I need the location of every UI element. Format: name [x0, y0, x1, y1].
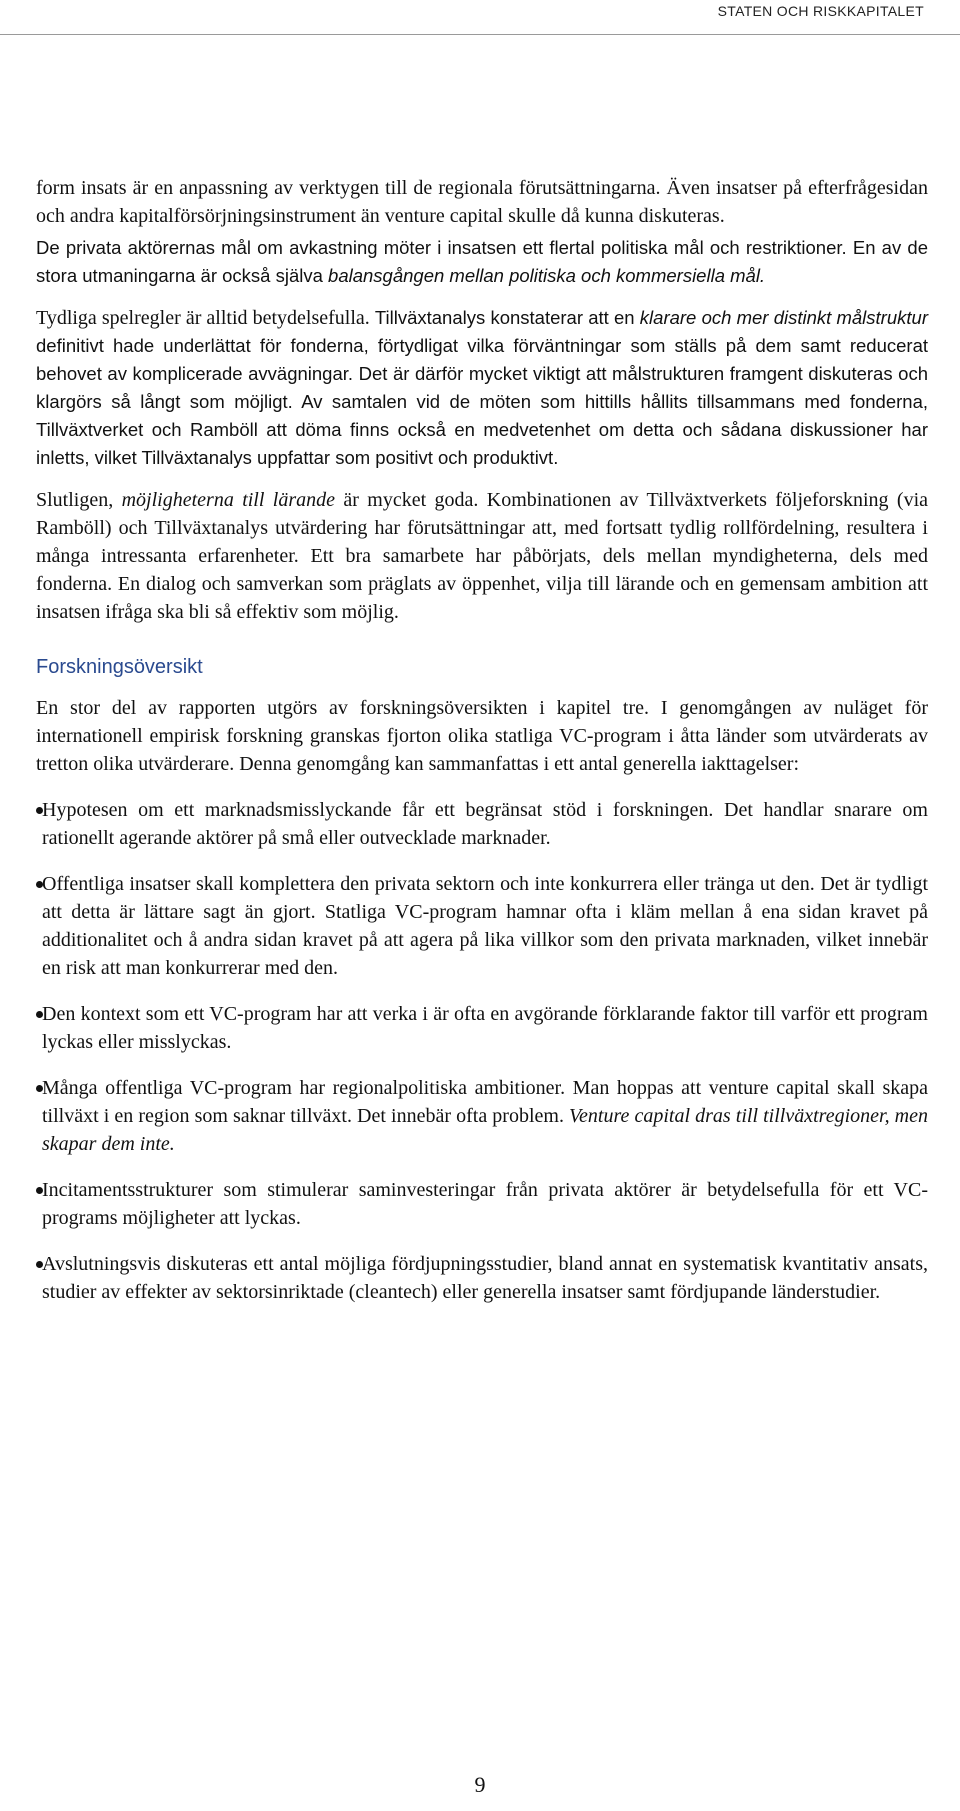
section-intro: En stor del av rapporten utgörs av forskningsöversikten i kapitel tre. I genomgången av nuläget för internationell empirisk forskning granskas fjorton olika statliga VC-program i åtta länder som utvärderats av tretton olika utvärderare. Denna genomgång kan sammanfattas i ett antal generella iakttagelser: — [36, 697, 928, 775]
list-item — [36, 1250, 928, 1306]
paragraph-rules — [36, 304, 928, 472]
bullet-text: Många offentliga VC-program har regionalpolitiska ambitioner. Man hoppas att venture capital skall skapa tillväxt i en region som saknar tillväxt. Det innebär ofta problem. — [42, 1077, 928, 1127]
bullet-text: Offentliga insatser skall komplettera den privata sektorn och inte konkurrera eller tränga ut den. Det är tydligt att detta är lättare sagt än gjort. Statliga VC-program hamnar ofta i kläm mellan å ena sidan kravet på additionalitet och å andra sidan kravet på att agera på lika villkor som den privata marknaden, vilket innebär en risk att man konkurrerar med den. — [42, 873, 928, 979]
running-header — [0, 0, 960, 35]
list-item — [36, 796, 928, 852]
findings-list — [36, 796, 928, 1306]
paragraph-private-actors — [36, 234, 928, 290]
page-number: 9 — [474, 1772, 486, 1797]
page-body — [36, 174, 928, 1324]
bullet-text: Den kontext som ett VC-program har att verka i är ofta en avgörande förklarande faktor till varför ett program lyckas eller misslyckas. — [42, 1003, 928, 1053]
p4-lead: Slutligen, — [36, 489, 122, 511]
p3-text: Tillväxtanalys konstaterar att en — [374, 307, 640, 328]
bullet-text: Hypotesen om ett marknadsmisslyckande får ett begränsat stöd i forskningen. Det handlar snarare om rationellt agerande aktörer på små eller outvecklade marknader. — [42, 799, 928, 849]
list-item — [36, 1176, 928, 1232]
bullet-emphasis: Venture capital dras till tillväxtregioner, men skapar dem inte. — [42, 1105, 928, 1155]
p3-emphasis: klarare och mer distinkt målstruktur — [639, 307, 928, 328]
p4-rest: är mycket goda. Kombinationen av Tillväxtverkets följeforskning (via Ramböll) och Tillväxtanalys utvärdering har förutsättningar att, med fortsatt tydlig rollfördelning, resultera i många intressanta erfarenheter. Ett bra samarbete har påbörjats, dels mellan myndigheterna, dels med fonderna. En dialog och samverkan som präglats av öppenhet, vilja till lärande och en gemensam ambition att insatsen ifråga ska bli så effektiv som möjlig. — [36, 489, 929, 623]
list-item — [36, 870, 928, 982]
p2-emphasis: balansgången mellan politiska och kommersiella mål. — [328, 265, 766, 286]
p3-rest: definitivt hade underlättat för fonderna, förtydligat vilka förväntningar som ställs på dem samt reducerat behovet av komplicerade avvägningar. Det är därför mycket viktigt att målstrukturen framgent diskuteras och klargörs så långt som möjligt. Av samtalen vid de möten som hittills hållits tillsammans med fonderna, Tillväxtverket och Ramböll att döma finns också en medvetenhet om detta och sådana diskussioner har inletts, vilket Tillväxtanalys uppfattar som positivt och produktivt. — [36, 335, 928, 468]
list-item — [36, 1074, 928, 1158]
p2-text: De privata aktörernas mål om avkastning möter i insatsen ett flertal politiska mål och restriktioner. En av de stora utmaningarna är också själva — [36, 237, 928, 286]
bullet-text: Avslutningsvis diskuteras ett antal möjliga fördjupningsstudier, bland annat en systematisk kvantitativ ansats, studier av effekter av sektorsinriktade (cleantech) eller generella insatser samt fördjupande länderstudier. — [42, 1253, 928, 1303]
section-heading: Forskningsöversikt — [36, 656, 203, 678]
list-item — [36, 1000, 928, 1056]
paragraph-learning — [36, 486, 928, 626]
bullet-text: Incitamentsstrukturer som stimulerar saminvesteringar från privata aktörer är betydelsefulla för ett VC-programs möjligheter att lyckas. — [42, 1179, 928, 1229]
paragraph-intro: form insats är en anpassning av verktygen till de regionala förutsättningarna. Även insatser på efterfrågesidan och andra kapitalförsörjningsinstrument än venture capital skulle då kunna diskuteras. — [36, 177, 928, 227]
p3-lead: Tydliga spelregler är alltid betydelsefulla. — [36, 307, 375, 329]
running-title: STATEN OCH RISKKAPITALET — [717, 3, 924, 19]
p4-emphasis: möjligheterna till lärande — [121, 489, 336, 511]
